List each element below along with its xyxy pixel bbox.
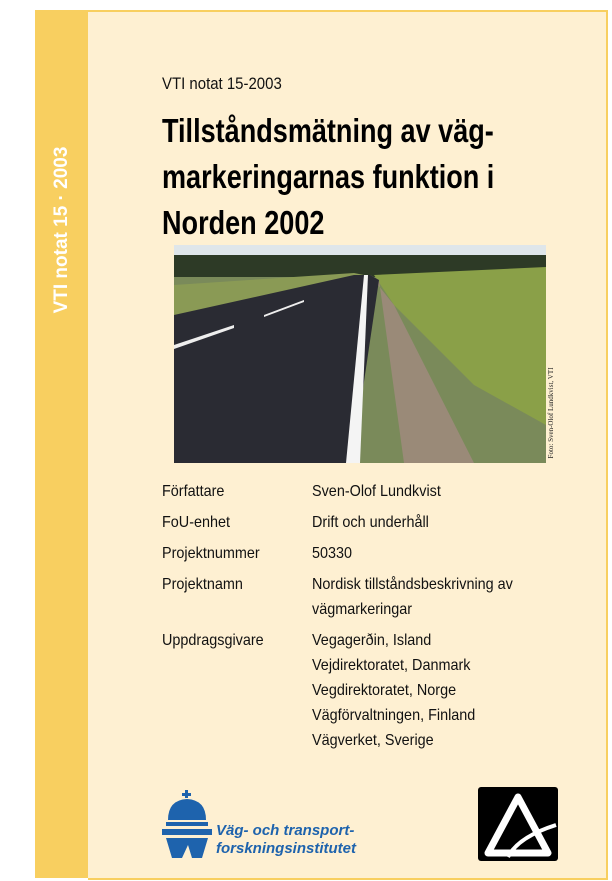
vti-crown-icon — [162, 790, 212, 860]
triangle-road-icon — [478, 787, 558, 861]
title-line: markeringarnas funktion i — [162, 158, 495, 195]
meta-label: Uppdragsgivare — [162, 632, 264, 649]
vti-logo-text — [216, 822, 356, 858]
meta-value-line: Sven-Olof Lundkvist — [312, 483, 441, 500]
spine-text: VTI notat 15 · 2003 — [51, 146, 72, 314]
meta-value-line: 50330 — [312, 545, 353, 562]
meta-value-line: Vegdirektoratet, Norge — [312, 682, 457, 699]
meta-value-line: Vejdirektoratet, Danmark — [312, 657, 471, 674]
vagverket-logo — [478, 787, 558, 861]
meta-value-line: vägmarkeringar — [312, 601, 413, 618]
title-line: Tillståndsmätning av väg- — [162, 112, 494, 149]
meta-value — [312, 479, 564, 504]
meta-row-project-name — [162, 576, 592, 622]
meta-value — [312, 628, 564, 753]
series-number: VTI notat 15-2003 — [162, 74, 282, 93]
title-line: Norden 2002 — [162, 204, 325, 241]
logo-line: Väg- och transport- — [216, 822, 355, 839]
meta-value — [312, 541, 564, 566]
meta-label: Projektnamn — [162, 576, 243, 593]
meta-row-unit — [162, 514, 592, 535]
meta-row-author — [162, 483, 592, 504]
meta-value-line: Vegagerðin, Island — [312, 632, 432, 649]
meta-row-project-number — [162, 545, 592, 566]
meta-value-line: Drift och underhåll — [312, 514, 429, 531]
road-photo — [174, 245, 546, 463]
vti-logo — [162, 790, 356, 860]
meta-label: Projektnummer — [162, 545, 260, 562]
spine-strip — [35, 10, 88, 878]
report-title — [162, 108, 597, 246]
report-metadata — [162, 483, 592, 763]
meta-value-line: Nordisk tillståndsbeskrivning av — [312, 576, 513, 593]
meta-label: Författare — [162, 483, 225, 500]
meta-value-line: Vägverket, Sverige — [312, 732, 434, 749]
meta-value — [312, 510, 564, 535]
meta-value — [312, 572, 564, 622]
photo-credit: Foto: Sven-Olof Lundkvist, VTI — [547, 367, 555, 459]
logo-line: forskningsinstitutet — [216, 840, 357, 857]
meta-value-line: Vägförvaltningen, Finland — [312, 707, 476, 724]
meta-label: FoU-enhet — [162, 514, 231, 531]
meta-row-client — [162, 632, 592, 753]
